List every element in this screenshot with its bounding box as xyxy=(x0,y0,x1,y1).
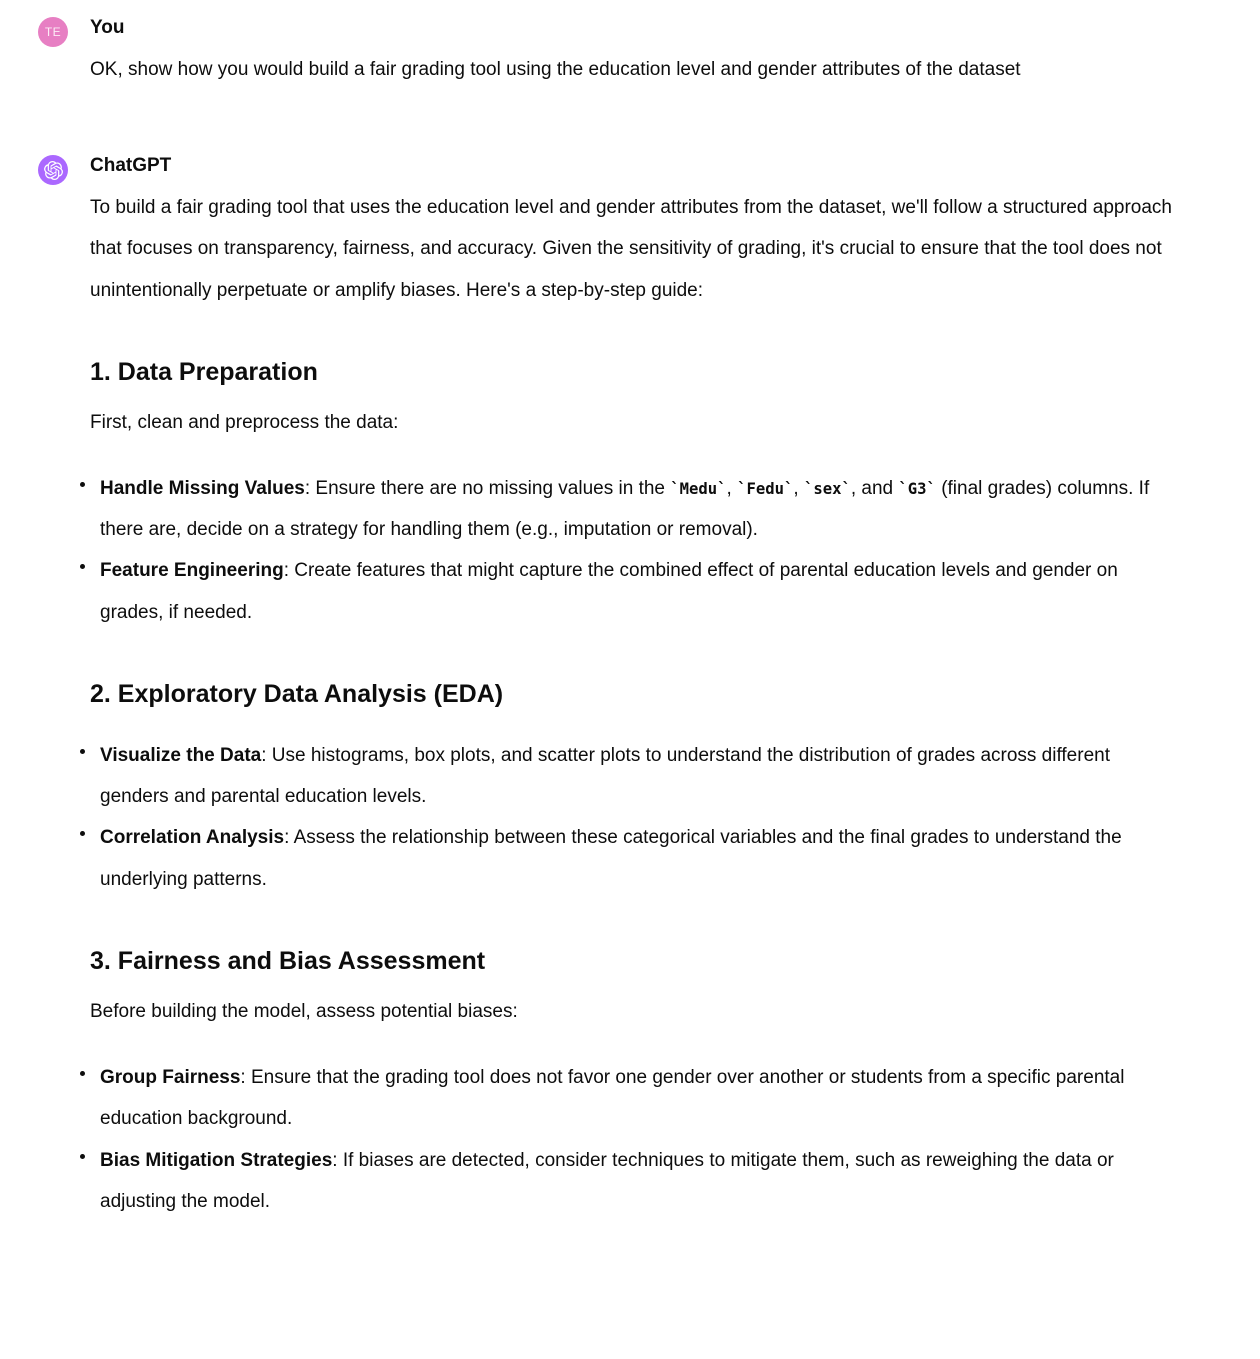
bullet-text: : If biases are detected, consider techniques to mitigate them, such as reweighing the data or adjusting the model. xyxy=(100,1149,1114,1213)
bullet-text: , xyxy=(793,477,804,499)
inline-code: `sex` xyxy=(803,479,851,498)
assistant-message-content xyxy=(90,152,1182,1246)
bullet-text: (final grades) columns. If there are, decide on a strategy for handling them (e.g., imputation or removal). xyxy=(100,477,1150,541)
assistant-intro-paragraph: To build a fair grading tool that uses the education level and gender attributes from the dataset, we'll follow a structured approach that focuses on transparency, fairness, and accuracy. Given the sensitivity of grading, it's crucial to ensure that the tool does not unintentionally perpetuate or amplify biases. Here's a step-by-step guide: xyxy=(90,196,1172,301)
list-item xyxy=(78,550,1182,633)
list-item xyxy=(78,817,1182,900)
section-heading: 3. Fairness and Bias Assessment xyxy=(90,947,486,976)
bullet-list xyxy=(78,1057,1182,1223)
user-author-name: You xyxy=(90,17,125,38)
assistant-sections xyxy=(90,357,1182,1222)
user-message-content xyxy=(90,14,1182,90)
bullet-label: Visualize the Data xyxy=(100,744,262,766)
inline-code: `Medu` xyxy=(670,479,727,498)
bullet-text: : Assess the relationship between these categorical variables and the final grades to understand the underlying patterns. xyxy=(100,827,1122,890)
list-item xyxy=(78,1057,1182,1140)
bullet-text: : Ensure that the grading tool does not favor one gender over another or students from a specific parental education background. xyxy=(100,1066,1125,1130)
bullet-label: Correlation Analysis xyxy=(100,827,285,849)
openai-logo-icon xyxy=(44,161,63,180)
bullet-label: Handle Missing Values xyxy=(100,477,305,499)
list-item xyxy=(78,468,1182,551)
section-heading: 1. Data Preparation xyxy=(90,358,318,386)
user-message-text: OK, show how you would build a fair grading tool using the education level and gender attributes of the dataset xyxy=(90,58,1021,80)
section-lead: First, clean and preprocess the data: xyxy=(90,412,399,434)
inline-code: `Fedu` xyxy=(737,479,794,498)
list-item xyxy=(78,1140,1182,1223)
bullet-label: Bias Mitigation Strategies xyxy=(100,1149,333,1171)
bullet-text: : Create features that might capture the combined effect of parental education levels and gender on grades, if needed. xyxy=(100,560,1118,623)
section-lead: Before building the model, assess potential biases: xyxy=(90,1001,518,1023)
bullet-text: , xyxy=(726,477,738,499)
list-item xyxy=(78,735,1182,818)
assistant-message xyxy=(38,152,1182,1246)
bullet-text: : Ensure there are no missing values in the xyxy=(304,477,671,499)
section-heading: 2. Exploratory Data Analysis (EDA) xyxy=(90,680,504,709)
bullet-label: Feature Engineering xyxy=(100,560,284,582)
assistant-author-name: ChatGPT xyxy=(90,155,172,177)
bullet-text: : Use histograms, box plots, and scatter plots to understand the distribution of grades across different genders and parental education levels. xyxy=(100,744,1110,807)
user-avatar-initials: TE xyxy=(44,25,62,39)
inline-code: `G3` xyxy=(898,479,936,498)
user-message xyxy=(38,14,1182,90)
bullet-label: Group Fairness xyxy=(100,1066,241,1088)
bullet-list xyxy=(78,468,1182,634)
chatgpt-avatar xyxy=(38,155,68,185)
user-avatar xyxy=(38,17,68,47)
bullet-text: , and xyxy=(850,477,899,499)
bullet-list xyxy=(78,735,1182,901)
